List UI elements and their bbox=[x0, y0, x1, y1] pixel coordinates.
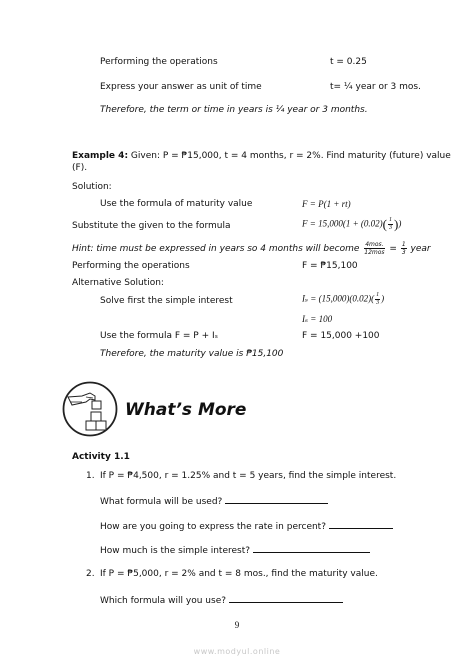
question-number: 1. bbox=[86, 471, 95, 481]
step-label: Express your answer as unit of time bbox=[100, 82, 262, 92]
step-label: Performing the operations bbox=[100, 57, 218, 67]
answer-blank[interactable] bbox=[225, 494, 328, 504]
answer-blank[interactable] bbox=[329, 519, 393, 529]
question-prompt: How much is the simple interest? bbox=[100, 543, 370, 557]
solution-label: Solution: bbox=[72, 182, 112, 192]
question-prompt: Which formula will you use? bbox=[100, 593, 343, 607]
fraction: $\frac{1}{3}$ bbox=[388, 217, 392, 231]
fraction: $\frac{1}{3}$ bbox=[376, 292, 380, 306]
conclusion-text: Therefore, the term or time in years is ¼ year or 3 months. bbox=[100, 105, 368, 115]
step-value: t = 0.25 bbox=[330, 57, 367, 67]
question-text: If P = ₱4,500, r = 1.25% and t = 5 years, find the simple interest. bbox=[100, 471, 397, 481]
example-given: Given: P = ₱15,000, t = 4 months, r = 2%. Find maturity (future) value bbox=[128, 151, 451, 161]
hand-stacking-blocks-icon bbox=[62, 381, 118, 437]
section-title: What’s More bbox=[125, 400, 247, 420]
step-label: Solve first the simple interest bbox=[100, 296, 233, 306]
step-label: Performing the operations bbox=[72, 261, 190, 271]
step-label: Substitute the given to the formula bbox=[72, 221, 231, 231]
step-label: Use the formula of maturity value bbox=[100, 199, 253, 209]
alternative-label: Alternative Solution: bbox=[72, 278, 164, 288]
hint-text: Hint: time must be expressed in years so 4 months will become $\frac{\text{4mos.}}{\text{12mos}}$ = $\frac{1}{3}$ year bbox=[72, 241, 431, 256]
example-given-cont: (F). bbox=[72, 163, 88, 173]
answer-blank[interactable] bbox=[253, 543, 370, 553]
conclusion-text: Therefore, the maturity value is ₱15,100 bbox=[100, 349, 284, 359]
formula-value: Iₛ = (15,000)(0.02)( $\frac{1}{3}$ ) bbox=[302, 292, 385, 306]
answer-blank[interactable] bbox=[229, 593, 343, 603]
fraction: $\frac{1}{3}$ bbox=[401, 241, 406, 256]
page-number: 9 bbox=[234, 620, 240, 630]
formula-value: F = 15,000(1 + (0.02)( $\frac{1}{3}$ )) bbox=[302, 216, 402, 232]
step-label: Use the formula F = P + Iₛ bbox=[100, 331, 219, 341]
question-number: 2. bbox=[86, 569, 95, 579]
formula-value: F = ₱15,100 bbox=[302, 261, 358, 271]
question-text: If P = ₱5,000, r = 2% and t = 8 mos., find the maturity value. bbox=[100, 569, 378, 579]
example-heading: Example 4: Given: P = ₱15,000, t = 4 months, r = 2%. Find maturity (future) value bbox=[72, 151, 451, 161]
formula-value: F = P(1 + rt) bbox=[302, 199, 351, 209]
step-value: t= ¼ year or 3 mos. bbox=[330, 82, 421, 92]
question-prompt: How are you going to express the rate in percent? bbox=[100, 519, 393, 533]
question-prompt: What formula will be used? bbox=[100, 494, 328, 508]
example-label: Example 4 bbox=[72, 151, 125, 161]
watermark: www.modyul.online bbox=[193, 647, 281, 656]
activity-title: Activity 1.1 bbox=[72, 452, 130, 462]
fraction: $\frac{\text{4mos.}}{\text{12mos}}$ bbox=[364, 241, 385, 256]
formula-value: Iₛ = 100 bbox=[302, 314, 333, 324]
formula-value: F = 15,000 +100 bbox=[302, 331, 380, 341]
